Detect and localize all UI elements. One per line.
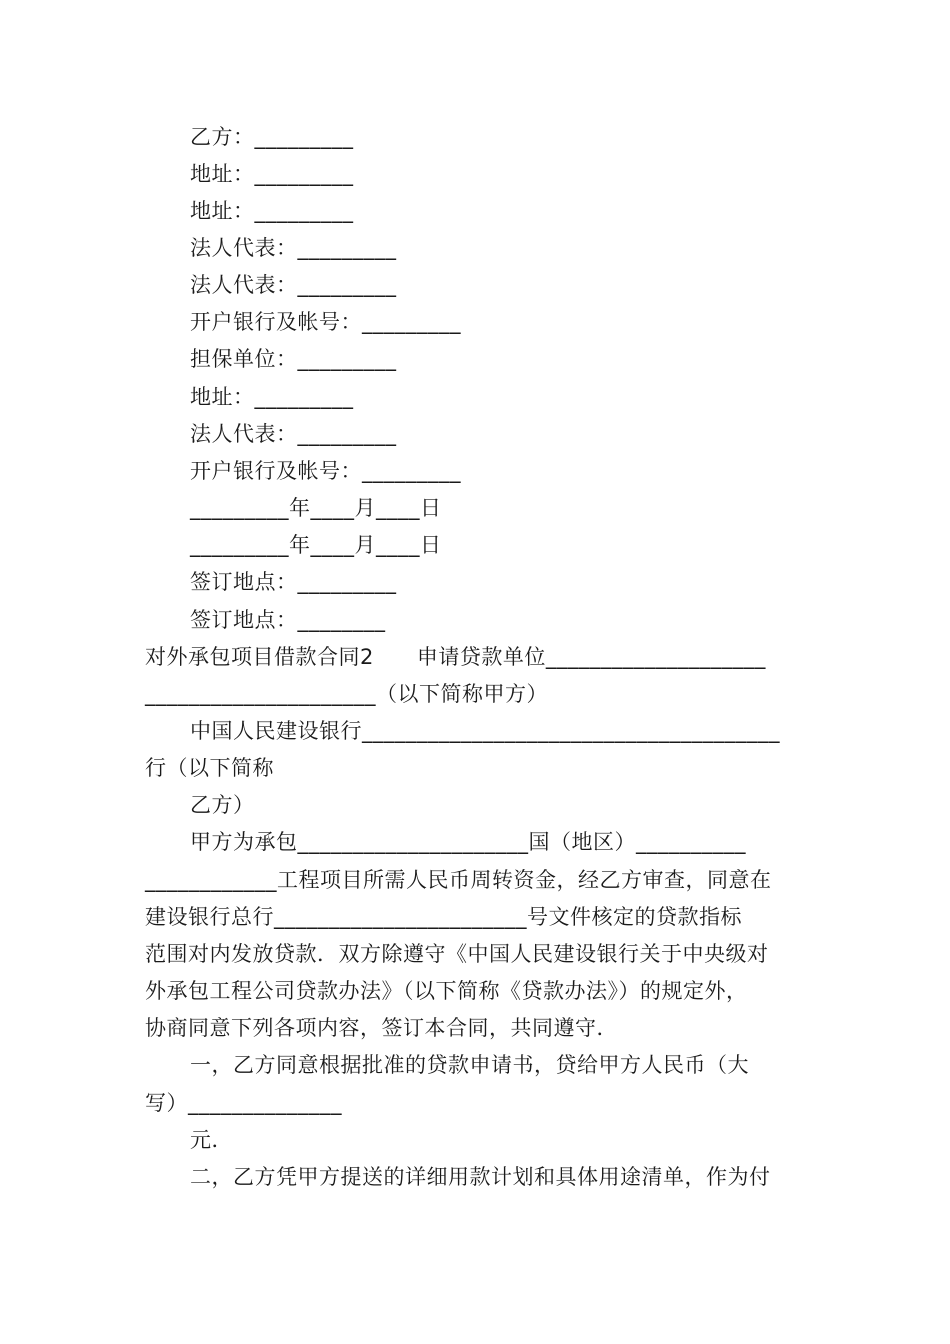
body-text-line: 写）______________ — [145, 1091, 342, 1115]
body-text-line: 协商同意下列各项内容，签订本合同，共同遵守． — [145, 1016, 618, 1040]
body-text-line: 范围对内发放贷款．双方除遵守《中国人民建设银行关于中央级对 — [145, 942, 769, 966]
date-line: _________年____月____日 — [190, 533, 442, 557]
body-text-line: 建设银行总行_______________________号文件核定的贷款指标 — [145, 905, 742, 929]
bank-account-line: 开户银行及帐号：_________ — [190, 310, 461, 334]
party-a-line: _____________________（以下简称甲方） — [145, 682, 548, 706]
body-text-line: 甲方为承包_____________________国（地区）__________ — [190, 830, 746, 854]
address-line: 地址：_________ — [190, 162, 354, 186]
body-text-line: ____________工程项目所需人民币周转资金，经乙方审查，同意在 — [145, 868, 772, 892]
address-line: 地址：_________ — [190, 199, 354, 223]
legal-rep-line: 法人代表：_________ — [190, 422, 397, 446]
body-text-line: 行（以下简称 — [145, 756, 274, 780]
date-line: _________年____月____日 — [190, 496, 442, 520]
signing-place-line: 签订地点：_________ — [190, 570, 397, 594]
guarantor-line: 担保单位：_________ — [190, 347, 397, 371]
clause-two-line: 二，乙方凭甲方提送的详细用款计划和具体用途清单，作为付 — [190, 1165, 771, 1189]
signing-place-line: 签订地点：________ — [190, 608, 386, 632]
address-line: 地址：_________ — [190, 385, 354, 409]
bank-account-line: 开户银行及帐号：_________ — [190, 459, 461, 483]
body-text-line: 乙方） — [190, 793, 255, 817]
bank-name-line: 中国人民建设银行______________________________________ — [190, 719, 780, 743]
legal-rep-line: 法人代表：_________ — [190, 273, 397, 297]
party-b-line: 乙方：_________ — [190, 125, 354, 149]
clause-one-line: 一，乙方同意根据批准的贷款申请书，贷给甲方人民币（大 — [190, 1053, 749, 1077]
body-text-line: 外承包工程公司贷款办法》（以下简称《贷款办法》）的规定外， — [145, 979, 748, 1003]
legal-rep-line: 法人代表：_________ — [190, 236, 397, 260]
contract-title-line: 对外承包项目借款合同2 申请贷款单位____________________ — [145, 645, 766, 669]
body-text-line: 元． — [190, 1128, 233, 1152]
